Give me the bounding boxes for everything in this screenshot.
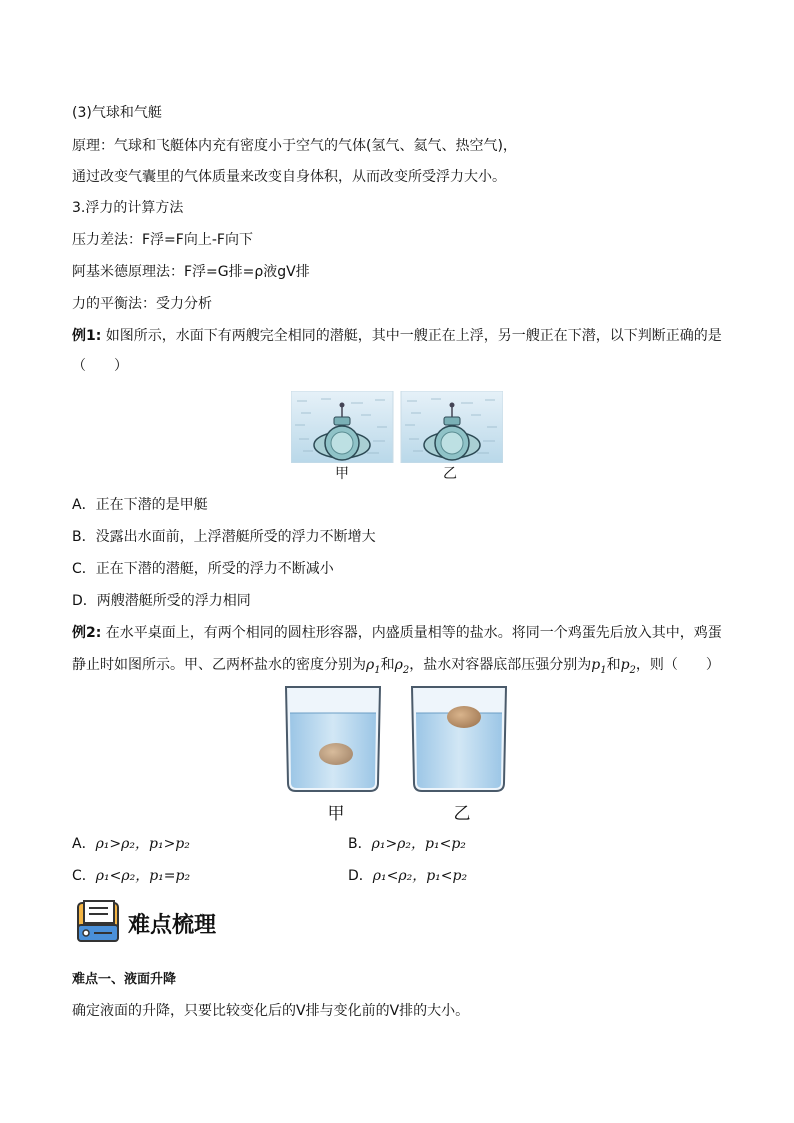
ex2-option-a-text: ρ₁>ρ₂，p₁>p₂ [95, 836, 190, 852]
example-1-text: 如图所示，水面下有两艘完全相同的潜艇，其中一艘正在上浮，另一艘正在下潜，以下判断正确的是 [105, 328, 722, 344]
submarine-caption-left: 甲 [335, 466, 349, 482]
rho-1: ρ [366, 657, 375, 673]
section-body: 确定液面的升降，只要比较变化后的V排与变化前的V排的大小。 [72, 1003, 470, 1019]
p-2-sub: 2 [629, 664, 636, 676]
ex2-option-c [72, 867, 190, 885]
and-1: 和 [380, 657, 395, 673]
beaker-caption-right: 乙 [453, 804, 471, 824]
submarine-left-panel [291, 391, 393, 463]
example-1-question [72, 327, 722, 345]
and-2: 和 [606, 657, 621, 673]
rho-2: ρ [394, 657, 403, 673]
example-2-text-1: 在水平桌面上，有两个相同的圆柱形容器，内盛质量相等的盐水。将同一个鸡蛋先后放入其中，鸡蛋 [105, 625, 722, 641]
ex2-option-b-prefix: B． [348, 836, 372, 852]
line-1: (3)气球和气艇 [72, 105, 162, 121]
ex2-option-d-prefix: D． [348, 868, 373, 884]
beaker-left [286, 687, 380, 791]
egg-left [319, 743, 353, 765]
ex2-option-d [348, 867, 467, 885]
notebook-icon [74, 899, 128, 945]
p-1-sub: 1 [600, 664, 607, 676]
line-6: 阿基米德原理法：F浮=G排=ρ液gV排 [72, 264, 310, 280]
ex1-option-b: B．没露出水面前，上浮潜艇所受的浮力不断增大 [72, 529, 376, 545]
ex2-option-c-text: ρ₁<ρ₂，p₁=p₂ [95, 868, 191, 884]
example-1-label: 例1: [72, 328, 102, 344]
example-2-question-line-1 [72, 624, 722, 642]
p-2: p [620, 657, 630, 673]
example-1-paren: （ ） [72, 358, 128, 374]
beaker-caption-left: 甲 [327, 804, 345, 824]
submarine-caption-right: 乙 [443, 466, 457, 482]
submarine-right-panel [401, 391, 503, 463]
submarine-figure [291, 391, 503, 463]
line-3: 通过改变气囊里的气体质量来改变自身体积，从而改变所受浮力大小。 [72, 169, 506, 185]
ex2-option-d-text: ρ₁<ρ₂，p₁<p₂ [372, 868, 468, 884]
example-2-question-line-2 [72, 656, 720, 680]
line-5: 压力差法：F浮=F向上-F向下 [72, 232, 253, 248]
example-2-text-2a: 静止时如图所示。甲、乙两杯盐水的密度分别为 [72, 657, 366, 673]
example-2-text-2b: ，盐水对容器底部压强分别为 [409, 657, 592, 673]
example-2-label: 例2: [72, 625, 102, 641]
ex2-option-a-prefix: A． [72, 836, 96, 852]
egg-right [447, 706, 481, 728]
rho-1-sub: 1 [374, 664, 381, 676]
ex2-option-b [348, 835, 466, 853]
ex2-option-a [72, 835, 190, 853]
line-4: 3.浮力的计算方法 [72, 200, 184, 216]
ex1-option-d: D．两艘潜艇所受的浮力相同 [72, 593, 251, 609]
line-2: 原理：气球和飞艇体内充有密度小于空气的气体(氢气、氦气、热空气)， [72, 138, 517, 154]
ex2-option-c-prefix: C． [72, 868, 96, 884]
p-1: p [591, 657, 601, 673]
example-2-text-2c: ，则（ ） [635, 657, 720, 673]
beaker-figure [282, 683, 510, 795]
ex1-option-c: C．正在下潜的潜艇，所受的浮力不断减小 [72, 561, 334, 577]
beaker-right [412, 687, 506, 791]
ex1-option-a: A．正在下潜的是甲艇 [72, 497, 208, 513]
section-title: 难点梳理 [128, 913, 217, 938]
line-7: 力的平衡法：受力分析 [72, 296, 212, 312]
section-subtitle: 难点一、液面升降 [72, 972, 177, 987]
rho-2-sub: 2 [402, 664, 410, 676]
ex2-option-b-text: ρ₁>ρ₂，p₁<p₂ [371, 836, 466, 852]
